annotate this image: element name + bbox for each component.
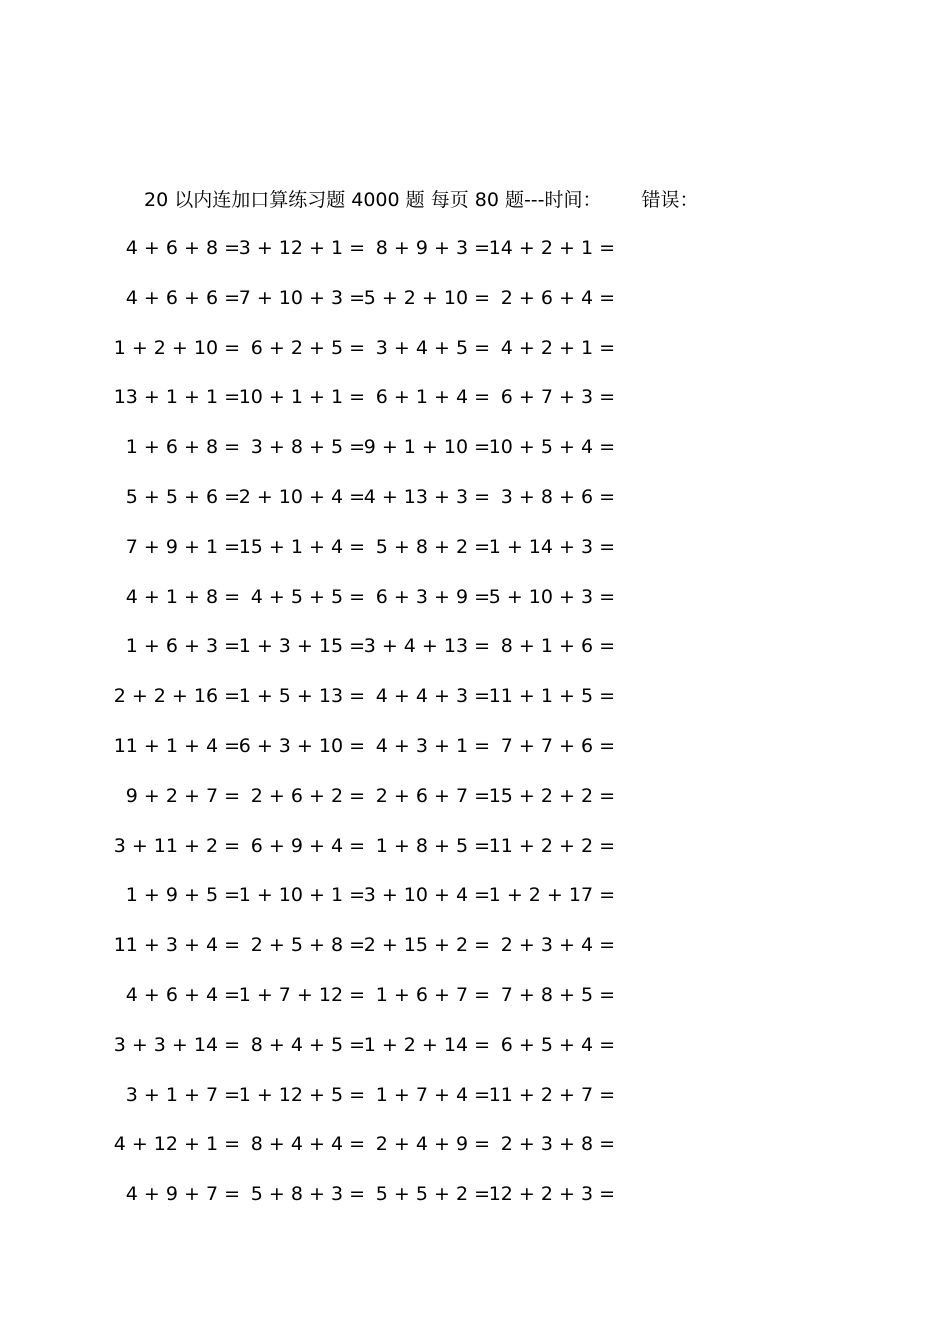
problem-item: 11 + 2 + 2 = <box>488 834 615 857</box>
problem-item: 4 + 4 + 3 = <box>375 685 490 708</box>
problem-item: 7 + 7 + 6 = <box>500 734 615 757</box>
problem-item: 4 + 6 + 6 = <box>125 286 240 309</box>
problem-item: 3 + 12 + 1 = <box>238 237 365 259</box>
problem-item: 4 + 9 + 7 = <box>125 1183 240 1206</box>
problem-item: 1 + 8 + 5 = <box>375 834 490 857</box>
problem-item: 4 + 5 + 5 = <box>250 585 365 608</box>
problem-row <box>0 483 950 533</box>
problem-row <box>0 782 950 832</box>
problem-item: 9 + 1 + 10 = <box>363 436 490 459</box>
problem-item: 11 + 1 + 5 = <box>488 685 615 708</box>
problem-item: 5 + 2 + 10 = <box>363 286 490 309</box>
problem-grid <box>0 234 950 1230</box>
problem-row <box>0 1081 950 1131</box>
problem-item: 1 + 2 + 10 = <box>113 336 240 359</box>
problem-item: 1 + 7 + 12 = <box>238 983 365 1006</box>
problem-item: 1 + 6 + 7 = <box>375 983 490 1006</box>
problem-item: 4 + 3 + 1 = <box>375 734 490 757</box>
problem-item: 2 + 6 + 7 = <box>375 784 490 807</box>
problem-row <box>0 1180 950 1230</box>
problem-item: 12 + 2 + 3 = <box>488 1183 615 1206</box>
problem-item: 10 + 1 + 1 = <box>238 386 365 409</box>
problem-item: 14 + 2 + 1 = <box>488 237 615 259</box>
problem-item: 11 + 1 + 4 = <box>113 734 240 757</box>
problem-item: 15 + 1 + 4 = <box>238 535 365 558</box>
problem-item: 6 + 5 + 4 = <box>500 1033 615 1056</box>
problem-item: 11 + 2 + 7 = <box>488 1083 615 1106</box>
problem-item: 3 + 3 + 14 = <box>113 1033 240 1056</box>
problem-item: 8 + 4 + 4 = <box>250 1133 365 1156</box>
problem-item: 3 + 1 + 7 = <box>125 1083 240 1106</box>
problem-row <box>0 334 950 384</box>
problem-item: 1 + 3 + 15 = <box>238 635 365 658</box>
problem-item: 3 + 11 + 2 = <box>113 834 240 857</box>
problem-item: 2 + 6 + 4 = <box>500 286 615 309</box>
problem-item: 2 + 15 + 2 = <box>363 934 490 957</box>
problem-item: 9 + 2 + 7 = <box>125 784 240 807</box>
problem-row <box>0 583 950 633</box>
problem-row <box>0 533 950 583</box>
problem-item: 10 + 5 + 4 = <box>488 436 615 459</box>
problem-item: 1 + 9 + 5 = <box>125 884 240 907</box>
problem-item: 1 + 5 + 13 = <box>238 685 365 708</box>
problem-item: 5 + 8 + 2 = <box>375 535 490 558</box>
problem-item: 2 + 5 + 8 = <box>250 934 365 957</box>
problem-item: 6 + 2 + 5 = <box>250 336 365 359</box>
errors-label: 错误： <box>641 189 699 211</box>
problem-item: 6 + 3 + 10 = <box>238 734 365 757</box>
problem-item: 3 + 4 + 13 = <box>363 635 490 658</box>
problem-item: 6 + 9 + 4 = <box>250 834 365 857</box>
page-header <box>144 186 699 214</box>
problem-item: 1 + 2 + 17 = <box>488 884 615 907</box>
problem-item: 11 + 3 + 4 = <box>113 934 240 957</box>
problem-item: 4 + 2 + 1 = <box>500 336 615 359</box>
problem-item: 6 + 3 + 9 = <box>375 585 490 608</box>
problem-item: 5 + 8 + 3 = <box>250 1183 365 1206</box>
problem-row <box>0 981 950 1031</box>
problem-item: 2 + 3 + 4 = <box>500 934 615 957</box>
problem-row <box>0 632 950 682</box>
problem-item: 2 + 6 + 2 = <box>250 784 365 807</box>
problem-row <box>0 383 950 433</box>
problem-item: 4 + 1 + 8 = <box>125 585 240 608</box>
problem-item: 3 + 10 + 4 = <box>363 884 490 907</box>
problem-item: 2 + 10 + 4 = <box>238 485 365 508</box>
problem-item: 1 + 10 + 1 = <box>238 884 365 907</box>
problem-row <box>0 881 950 931</box>
problem-item: 8 + 1 + 6 = <box>500 635 615 658</box>
problem-row <box>0 931 950 981</box>
problem-item: 6 + 1 + 4 = <box>375 386 490 409</box>
problem-item: 2 + 4 + 9 = <box>375 1133 490 1156</box>
problem-item: 7 + 10 + 3 = <box>238 286 365 309</box>
problem-item: 3 + 8 + 5 = <box>250 436 365 459</box>
problem-row <box>0 832 950 882</box>
problem-item: 1 + 7 + 4 = <box>375 1083 490 1106</box>
problem-item: 7 + 8 + 5 = <box>500 983 615 1006</box>
worksheet-title: 20 以内连加口算练习题 4000 题 每页 80 题---时间： <box>144 189 602 211</box>
problem-item: 15 + 2 + 2 = <box>488 784 615 807</box>
problem-item: 2 + 3 + 8 = <box>500 1133 615 1156</box>
problem-item: 1 + 12 + 5 = <box>238 1083 365 1106</box>
problem-item: 6 + 7 + 3 = <box>500 386 615 409</box>
problem-row <box>0 732 950 782</box>
problem-item: 7 + 9 + 1 = <box>125 535 240 558</box>
problem-item: 3 + 4 + 5 = <box>375 336 490 359</box>
problem-row <box>0 682 950 732</box>
problem-row <box>0 433 950 483</box>
problem-row <box>0 1130 950 1180</box>
problem-item: 5 + 5 + 2 = <box>375 1183 490 1206</box>
problem-item: 1 + 6 + 8 = <box>125 436 240 459</box>
problem-item: 4 + 6 + 8 = <box>125 237 240 259</box>
problem-item: 8 + 4 + 5 = <box>250 1033 365 1056</box>
problem-item: 4 + 13 + 3 = <box>363 485 490 508</box>
problem-item: 8 + 9 + 3 = <box>375 237 490 259</box>
problem-row <box>0 1031 950 1081</box>
problem-item: 5 + 5 + 6 = <box>125 485 240 508</box>
problem-item: 1 + 14 + 3 = <box>488 535 615 558</box>
problem-item: 3 + 8 + 6 = <box>500 485 615 508</box>
problem-item: 5 + 10 + 3 = <box>488 585 615 608</box>
problem-item: 4 + 12 + 1 = <box>113 1133 240 1156</box>
problem-row <box>0 284 950 334</box>
problem-item: 1 + 2 + 14 = <box>363 1033 490 1056</box>
problem-item: 13 + 1 + 1 = <box>113 386 240 409</box>
problem-row <box>0 234 950 284</box>
problem-item: 4 + 6 + 4 = <box>125 983 240 1006</box>
problem-item: 2 + 2 + 16 = <box>113 685 240 708</box>
problem-item: 1 + 6 + 3 = <box>125 635 240 658</box>
